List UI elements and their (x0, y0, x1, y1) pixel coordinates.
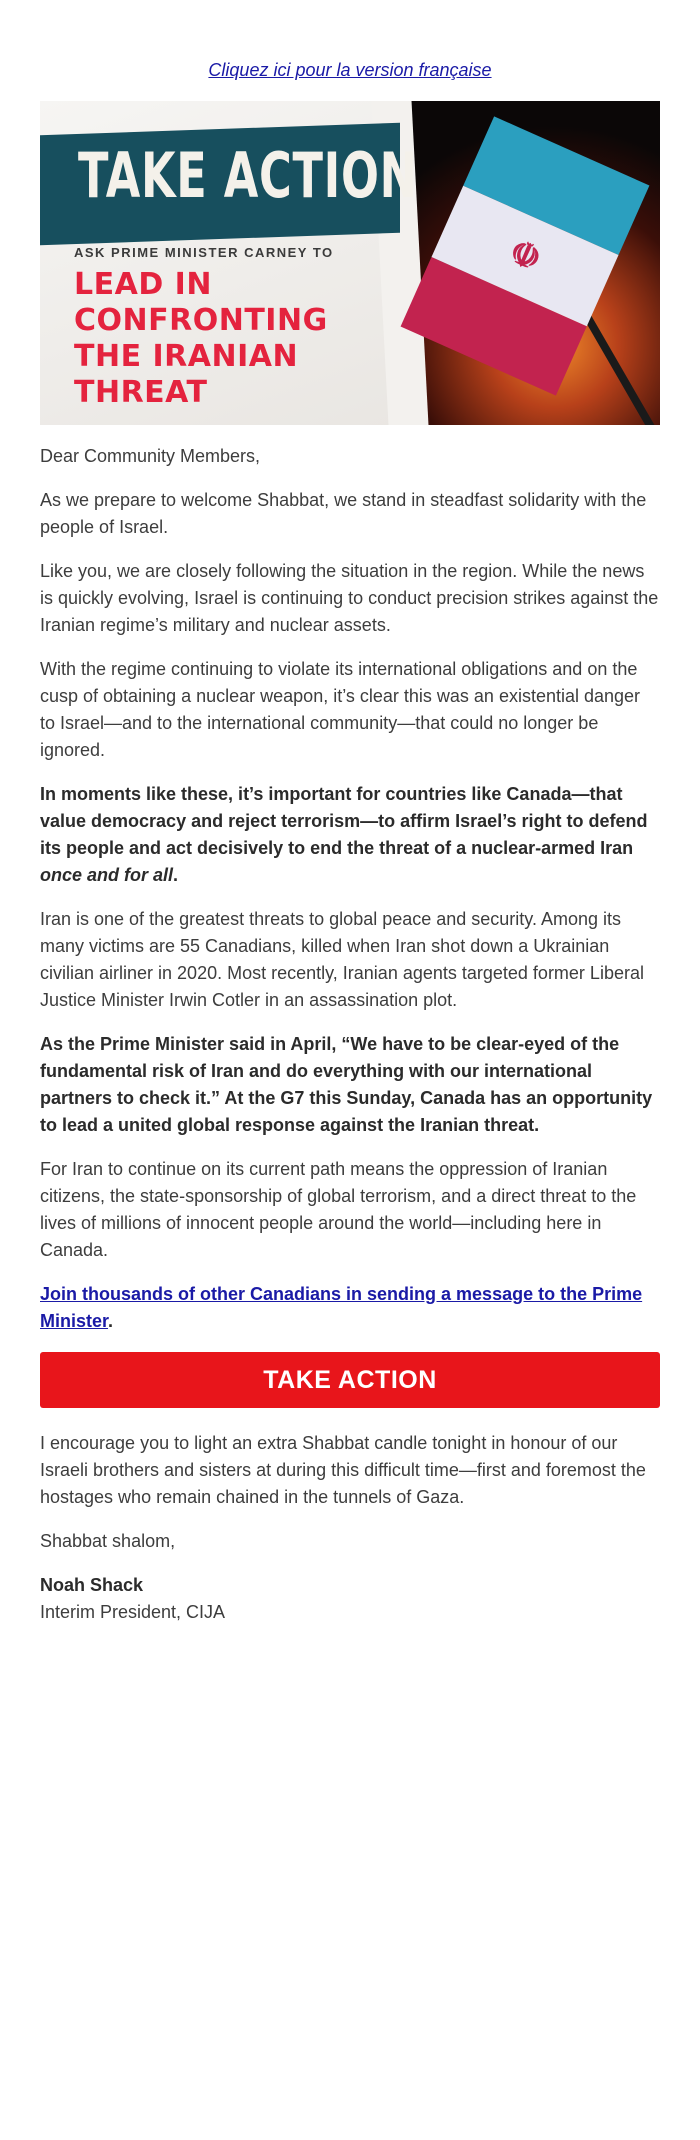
paragraph-regime: With the regime continuing to violate its international obligations and on the cusp of obtaining a nuclear weapon, it’s clear this was an existential danger to Israel—and to the international community—that could no longer be ignored. (40, 659, 641, 760)
paragraph-situation: Like you, we are closely following the situation in the region. While the news is quickly evolving, Israel is continuing to conduct precision strikes against the Iranian regime’s military and nuclear assets. (40, 561, 659, 635)
paragraph-join (40, 1281, 660, 1335)
paragraph-iran-threats: Iran is one of the greatest threats to global peace and security. Among its many victims are 55 Canadians, killed when Iran shot down a Ukrainian civilian airliner in 2020. Most recently, Iranian agents targeted former Liberal Justice Minister Irwin Cotler in an assassination plot. (40, 909, 644, 1010)
canada-call-end: . (173, 865, 179, 885)
paragraph-iran-path: For Iran to continue on its current path means the oppression of Iranian citizens, the state-sponsorship of global terrorism, and a direct threat to the lives of millions of innocent people around the world—including here in Canada. (40, 1159, 637, 1260)
join-end: . (108, 1311, 114, 1331)
paragraph-prime-minister-quote: As the Prime Minister said in April, “We have to be clear-eyed of the fundamental risk of Iran and do everything with our international partners to check it.” At the G7 this Sunday, Canada has an opportunity to lead a united global response against the Iranian threat. (40, 1034, 653, 1135)
banner-title: TAKE ACTION (78, 139, 418, 212)
paragraph-solidarity: As we prepare to welcome Shabbat, we stand in steadfast solidarity with the people of Israel. (40, 490, 647, 537)
join-message-link[interactable]: Join thousands of other Canadians in sending a message to the Prime Minister (40, 1284, 643, 1331)
canada-call-text: In moments like these, it’s important for countries like Canada—that value democracy and reject terrorism—to affirm Israel’s right to defend its people and act decisively to end the threat of a nuclear-armed Iran (40, 784, 648, 858)
french-version-link[interactable]: Cliquez ici pour la version française (208, 60, 492, 80)
take-action-button[interactable]: TAKE ACTION (40, 1352, 660, 1408)
canada-call-emphasis: once and for all (40, 865, 174, 885)
email-container (40, 0, 660, 1626)
signer-title: Interim President, CIJA (40, 1602, 226, 1622)
paragraph-candle: I encourage you to light an extra Shabbat candle tonight in honour of our Israeli brothers and sisters at during this difficult time—first and foremost the hostages who remain chained in the tunnels of Gaza. (40, 1433, 646, 1507)
closing: Shabbat shalom, (40, 1531, 176, 1551)
take-action-banner[interactable] (40, 101, 660, 425)
signer-name: Noah Shack (40, 1575, 144, 1595)
banner-headline-line: THE IRANIAN (74, 339, 299, 374)
greeting: Dear Community Members, (40, 446, 261, 466)
banner-headline-line: LEAD IN (74, 267, 212, 302)
banner-headline (74, 267, 328, 411)
flag-emblem-icon: ☫ (503, 232, 547, 280)
banner-ask-line: ASK PRIME MINISTER CARNEY TO (74, 245, 334, 260)
banner-headline-line: THREAT (74, 375, 208, 410)
banner-headline-line: CONFRONTING (74, 303, 328, 338)
paragraph-canada-call (40, 781, 660, 889)
